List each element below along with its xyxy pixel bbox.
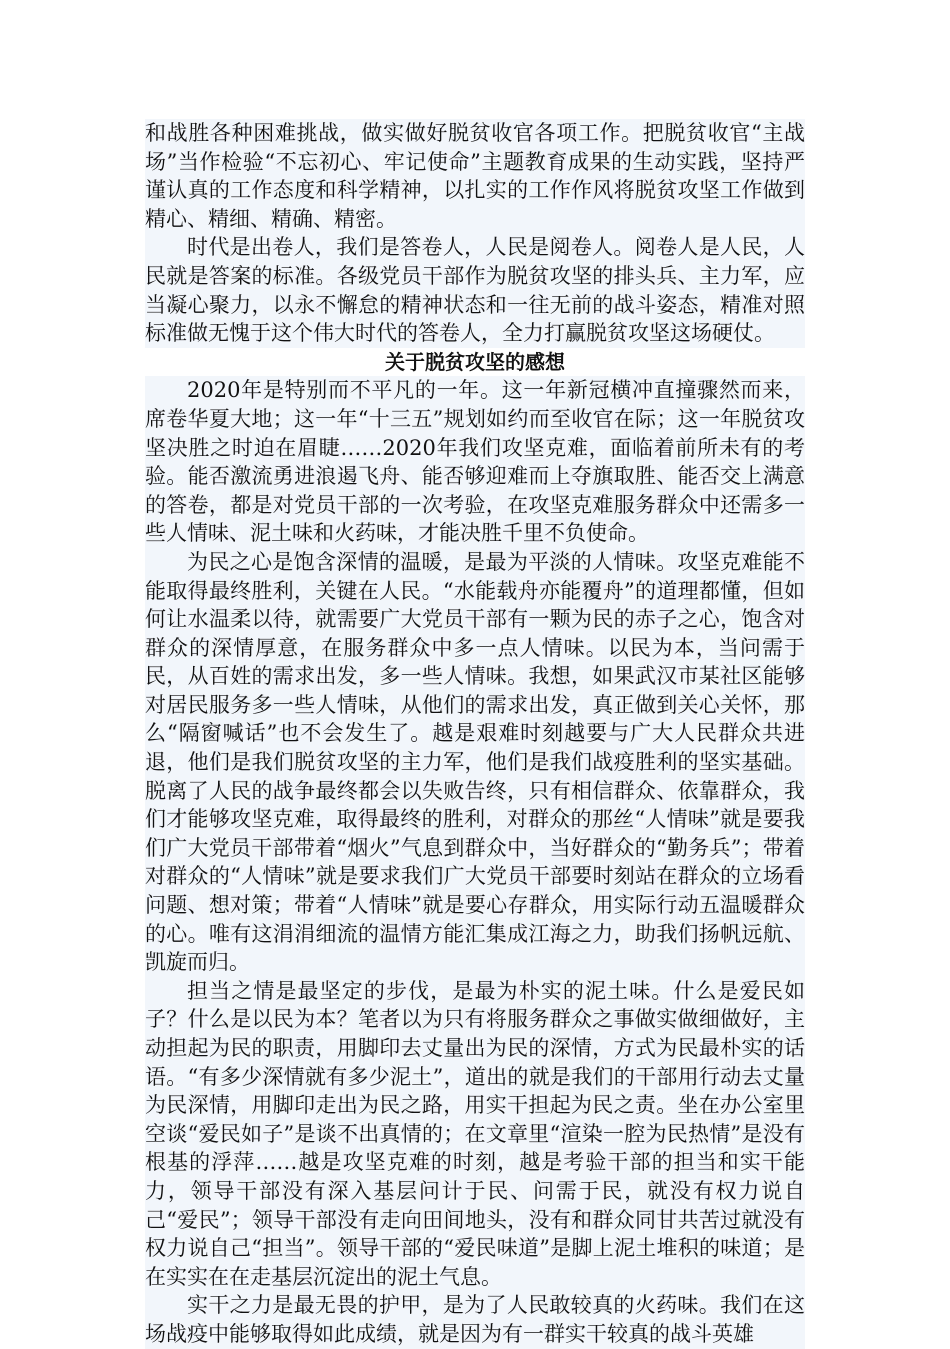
paragraph-answer-sheet: 时代是出卷人，我们是答卷人，人民是阅卷人。阅卷人是人民，人民就是答案的标准。各级党员干部作为脱贫攻坚的排头兵、主力军，应当凝心聚力，以永不懈怠的精神状态和一往无前的战斗姿态，精准对照标准做无愧于这个伟大时代的答卷人，全力打赢脱贫攻坚这场硬仗。 <box>145 233 805 347</box>
paragraph-human-touch: 为民之心是饱含深情的温暖，是最为平淡的人情味。攻坚克难能不能取得最终胜利，关键在人民。“水能载舟亦能覆舟”的道理都懂，但如何让水温柔以待，就需要广大党员干部有一颗为民的赤子之心，饱含对群众的深情厚意，在服务群众中多一点人情味。以民为本，当问需于民，从百姓的需求出发，多一些人情味。我想，如果武汉市某社区能够对居民服务多一些人情味，从他们的需求出发，真正做到关心关怀，那么“隔窗喊话”也不会发生了。越是艰难时刻越要与广大人民群众共进退，他们是我们脱贫攻坚的主力军，他们是我们战疫胜利的坚实基础。脱离了人民的战争最终都会以失败告终，只有相信群众、依靠群众，我们才能够攻坚克难，取得最终的胜利，对群众的那丝“人情味”就是要我们广大党员干部带着“烟火”气息到群众中，当好群众的“勤务兵”；带着对群众的“人情味”就是要求我们广大党员干部要时刻站在群众的立场看问题、想对策；带着“人情味”就是要心存群众，用实际行动五温暖群众的心。唯有这涓涓细流的温情方能汇集成江海之力，助我们扬帆远航、凯旋而归。 <box>145 548 805 977</box>
paragraph-continued: 和战胜各种困难挑战，做实做好脱贫收官各项工作。把脱贫收官“主战场”当作检验“不忘初心、牢记使命”主题教育成果的生动实践，坚持严谨认真的工作态度和科学精神，以扎实的工作作风将脱贫攻坚工作做到精心、精细、精确、精密。 <box>145 119 805 233</box>
section-heading: 关于脱贫攻坚的感想 <box>385 349 565 374</box>
paragraph-practical-action: 实干之力是最无畏的护甲，是为了人民敢较真的火药味。我们在这场战疫中能够取得如此成绩，就是因为有一群实干较真的战斗英雄 <box>145 1291 805 1348</box>
paragraph-2020: 2020年是特别而不平凡的一年。这一年新冠横冲直撞骤然而来，席卷华夏大地；这一年“十三五”规划如约而至收官在际；这一年脱贫攻坚决胜之时迫在眉睫……2020年我们攻坚克难，面临着前所未有的考验。能否激流勇进浪遏飞舟、能否够迎难而上夺旗取胜、能否交上满意的答卷，都是对党员干部的一次考验，在攻坚克难服务群众中还需多一些人情味、泥土味和火药味，才能决胜千里不负使命。 <box>145 376 805 548</box>
document-body <box>145 119 805 1349</box>
paragraph-down-to-earth: 担当之情是最坚定的步伐，是最为朴实的泥土味。什么是爱民如子？什么是以民为本？笔者以为只有将服务群众之事做实做细做好，主动担起为民的职责，用脚印去丈量出为民的深情，方式为民最朴实的话语。“有多少深情就有多少泥土”，道出的就是我们的干部用行动去丈量为民深情，用脚印走出为民之路，用实干担起为民之责。坐在办公室里空谈“爱民如子”是谈不出真情的；在文章里“渲染一腔为民热情”是没有根基的浮萍……越是攻坚克难的时刻，越是考验干部的担当和实干能力，领导干部没有深入基层问计于民、问需于民，就没有权力说自己“爱民”；领导干部没有走向田间地头，没有和群众同甘共苦过就没有权力说自己“担当”。领导干部的“爱民味道”是脚上泥土堆积的味道；是在实实在在走基层沉淀出的泥土气息。 <box>145 977 805 1292</box>
